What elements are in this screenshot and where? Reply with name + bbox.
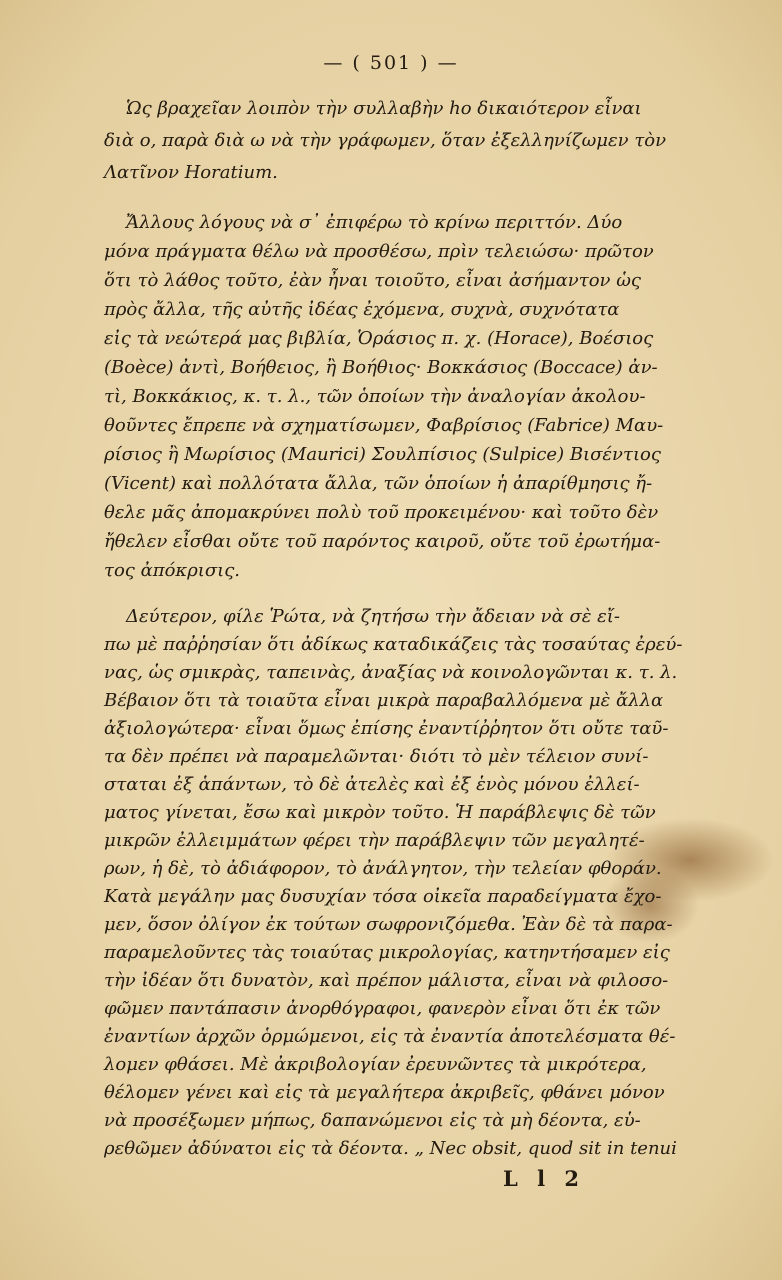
- text-line: θελε μᾶς ἀπομακρύνει πολὺ τοῦ προκειμένου· καὶ τοῦτο δὲν: [104, 502, 659, 523]
- text-line: εἰς τὰ νεώτερά μας βιβλία, Ὁράσιος π. χ. (Horace), Βοέσιος: [104, 328, 654, 349]
- text-line: νας, ὡς σμικρὰς, ταπεινὰς, ἀναξίας νὰ κοινολογῶνται κ. τ. λ.: [104, 662, 678, 683]
- text-line: τα δὲν πρέπει νὰ παραμελῶνται· διότι τὸ μὲν τέλειον συνί-: [104, 746, 649, 767]
- text-line: νὰ προσέξωμεν μήπως, δαπανώμενοι εἰς τὰ μὴ δέοντα, εὑ-: [104, 1110, 641, 1131]
- text-line: Κατὰ μεγάλην μας δυσυχίαν τόσα οἰκεῖα παραδείγματα ἔχο-: [104, 886, 662, 907]
- text-line: ὅτι τὸ λάθος τοῦτο, ἐὰν ἦναι τοιοῦτο, εἶναι ἀσήμαντον ὡς: [104, 270, 641, 291]
- text-line: τος ἀπόκρισις.: [104, 560, 241, 581]
- text-line: Δεύτερον, φίλε Ῥώτα, νὰ ζητήσω τὴν ἄδειαν νὰ σὲ εἴ-: [126, 606, 620, 627]
- text-line: ρεθῶμεν ἀδύνατοι εἰς τὰ δέοντα. „ Nec obsit, quod sit in tenui: [104, 1138, 677, 1159]
- text-line: ματος γίνεται, ἔσω καὶ μικρὸν τοῦτο. Ἡ παράβλεψις δὲ τῶν: [104, 802, 656, 823]
- text-line: πρὸς ἄλλα, τῆς αὐτῆς ἰδέας ἐχόμενα, συχνὰ, συχνότατα: [104, 299, 620, 320]
- text-line: πω μὲ παῤῥησίαν ὅτι ἀδίκως καταδικάζεις τὰς τοσαύτας ἐρεύ-: [104, 634, 683, 655]
- text-line: θοῦντες ἔπρεπε νὰ σχηματίσωμεν, Φαβρίσιος (Fabrice) Μαυ-: [104, 415, 664, 436]
- text-line: μόνα πράγματα θέλω νὰ προσθέσω, πρὶν τελειώσω· πρῶτον: [104, 241, 654, 262]
- text-line: φῶμεν παντάπασιν ἀνορθόγραφοι, φανερὸν εἶναι ὅτι ἐκ τῶν: [104, 998, 661, 1019]
- text-line: μικρῶν ἐλλειμμάτων φέρει τὴν παράβλεψιν τῶν μεγαλητέ-: [104, 830, 645, 851]
- text-line: τὴν ἰδέαν ὅτι δυνατὸν, καὶ πρέπον μάλιστα, εἶναι νὰ φιλοσο-: [104, 970, 669, 991]
- text-line: (Boèce) ἀντὶ, Βοήθειος, ἢ Βοήθιος· Βοκκάσιος (Boccace) ἀν-: [104, 357, 658, 378]
- text-line: (Vicent) καὶ πολλότατα ἄλλα, τῶν ὁποίων ἡ ἀπαρίθμησις ἤ-: [104, 473, 653, 494]
- text-line: Βέβαιον ὅτι τὰ τοιαῦτα εἶναι μικρὰ παραβαλλόμενα μὲ ἄλλα: [104, 690, 664, 711]
- text-line: σταται ἐξ ἁπάντων, τὸ δὲ ἀτελὲς καὶ ἐξ ἑνὸς μόνου ἐλλεί-: [104, 774, 640, 795]
- text-line: ἀξιολογώτερα· εἶναι ὅμως ἐπίσης ἐναντίῤῥητον ὅτι οὔτε ταῦ-: [104, 718, 669, 739]
- text-line: ρων, ἡ δὲ, τὸ ἀδιάφορον, τὸ ἀνάλγητον, τὴν τελείαν φθοράν.: [104, 858, 662, 879]
- signature-mark: L l 2: [503, 1166, 585, 1191]
- text-line: θέλομεν γένει καὶ εἰς τὰ μεγαλήτερα ἀκριβεῖς, φθάνει μόνον: [104, 1082, 665, 1103]
- text-line: διὰ ο, παρὰ διὰ ω νὰ τὴν γράφωμεν, ὅταν ἐξελληνίζωμεν τὸν: [104, 130, 667, 151]
- text-line: ρίσιος ἢ Μωρίσιος (Maurici) Σουλπίσιος (Sulpice) Βισέντιος: [104, 444, 661, 465]
- text-line: παραμελοῦντες τὰς τοιαύτας μικρολογίας, κατηντήσαμεν εἰς: [104, 942, 670, 963]
- text-line: Ὡς βραχεῖαν λοιπὸν τὴν συλλαβὴν ho δικαιότερον εἶναι: [126, 98, 642, 119]
- text-line: ἐναντίων ἀρχῶν ὁρμώμενοι, εἰς τὰ ἐναντία ἀποτελέσματα θέ-: [104, 1026, 676, 1047]
- text-line: τὶ, Βοκκάκιος, κ. τ. λ., τῶν ὁποίων τὴν ἀναλογίαν ἀκολου-: [104, 386, 646, 407]
- text-line: Λατῖνον Horatium.: [104, 162, 278, 183]
- text-line: μεν, ὅσον ὀλίγον ἐκ τούτων σωφρονιζόμεθα. Ἐὰν δὲ τὰ παρα-: [104, 914, 673, 935]
- page-number-header: — ( 501 ) —: [323, 52, 459, 74]
- text-line: ἤθελεν εἶσθαι οὔτε τοῦ παρόντος καιροῦ, οὔτε τοῦ ἐρωτήμα-: [104, 531, 661, 552]
- text-line: Ἄλλους λόγους νὰ σ᾽ ἐπιφέρω τὸ κρίνω περιττόν. Δύο: [126, 212, 623, 233]
- text-line: λομεν φθάσει. Μὲ ἀκριβολογίαν ἐρευνῶντες τὰ μικρότερα,: [104, 1054, 647, 1075]
